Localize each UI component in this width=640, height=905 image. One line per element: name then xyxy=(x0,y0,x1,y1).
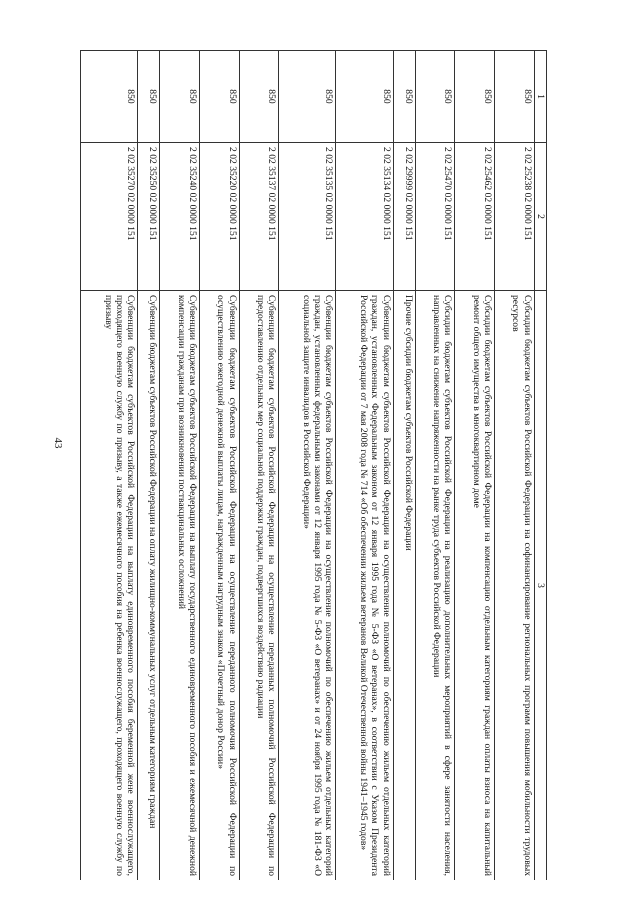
table-row xyxy=(160,51,200,881)
revenue-name-cell: Субвенции бюджетам субъектов Российской Федерации на осуществление переданного полномочия Российской Федерации по осуществлению ежегодной денежной выплаты лицам, награжденным нагрудным знаком «Почетный донор России» xyxy=(200,291,240,881)
budget-code-cell: 2 02 35250 02 0000 151 xyxy=(138,143,160,291)
budget-classification-table xyxy=(80,50,547,880)
revenue-name-cell: Субвенции бюджетам субъектов Российской Федерации на осуществление полномочий по обеспечению жильем отдельных категорий граждан, установленных Федеральным законом от 12 января 1995 года № 5-ФЗ «О ветеранах», в соответствии с Указом Президента Российской Федерации от 7 мая 2008 года № 714 «Об обеспечении жильем ветеранов Великой Отечественной войны 1941–1945 годов» xyxy=(336,291,393,881)
revenue-name-cell: Субвенции бюджетам субъектов Российской Федерации на выплату единовременного пособия беременной жене военнослужащего, проходящего военную службу по призыву, а также ежемесячного пособия на ребенка военнослужащего, проходящего военную службу по призыву xyxy=(81,291,138,881)
budget-code-cell: 2 02 35135 02 0000 151 xyxy=(279,143,336,291)
budget-code-cell: 2 02 25238 02 0000 151 xyxy=(495,143,535,291)
admin-code-cell: 850 xyxy=(239,51,279,143)
revenue-name-cell: Субвенции бюджетам субъектов Российской Федерации на оплату жилищно-коммунальных услуг отдельным категориям граждан xyxy=(138,291,160,881)
admin-code-cell: 850 xyxy=(393,51,415,143)
table-row xyxy=(495,51,535,881)
admin-code-cell: 850 xyxy=(81,51,138,143)
table-row xyxy=(81,51,138,881)
admin-code-cell: 850 xyxy=(279,51,336,143)
table-row xyxy=(239,51,279,881)
admin-code-cell: 850 xyxy=(138,51,160,143)
table-row xyxy=(138,51,160,881)
admin-code-cell: 850 xyxy=(200,51,240,143)
table-container xyxy=(80,50,547,880)
budget-code-cell: 2 02 25462 02 0000 151 xyxy=(455,143,495,291)
budget-code-cell: 2 02 35220 02 0000 151 xyxy=(200,143,240,291)
revenue-name-cell: Субсидии бюджетам субъектов Российской Федерации на реализацию дополнительных мероприятий в сфере занятости населения, направленных на снижение напряженности на рынке труда субъектов Российской Федерации xyxy=(415,291,455,881)
budget-code-cell: 2 02 29999 02 0000 151 xyxy=(393,143,415,291)
budget-code-cell: 2 02 35134 02 0000 151 xyxy=(336,143,393,291)
table-row xyxy=(279,51,336,881)
revenue-name-cell: Субвенции бюджетам субъектов Российской Федерации на осуществление полномочий по обеспечению жильем отдельных категорий граждан, установленных федеральными законами от 12 января 1995 года № 5-ФЗ «О ветеранах» и от 24 ноября 1995 года № 181-ФЗ «О социальной защите инвалидов в Российской Федерации» xyxy=(279,291,336,881)
admin-code-cell: 850 xyxy=(495,51,535,143)
revenue-name-cell: Прочие субсидии бюджетам субъектов Российской Федерации xyxy=(393,291,415,881)
admin-code-cell: 850 xyxy=(336,51,393,143)
budget-code-cell: 2 02 35270 02 0000 151 xyxy=(81,143,138,291)
revenue-name-cell: Субвенции бюджетам субъектов Российской Федерации на осуществление переданных полномочий Российской Федерации по предоставлению отдельных мер социальной поддержки граждан, подвергшихся воздействию радиации xyxy=(239,291,279,881)
revenue-name-cell: Субсидии бюджетам субъектов Российской Федерации на компенсацию отдельным категориям граждан оплаты взноса на капитальный ремонт общего имущества в многоквартирном доме xyxy=(455,291,495,881)
budget-code-cell: 2 02 35137 02 0000 151 xyxy=(239,143,279,291)
revenue-name-cell: Субвенции бюджетам субъектов Российской Федерации на выплату государственного единовременного пособия и ежемесячной денежной компенсации гражданам при возникновении поствакцинальных осложнений xyxy=(160,291,200,881)
column-header-1: 1 xyxy=(534,51,546,143)
table-row xyxy=(415,51,455,881)
column-header-3: 3 xyxy=(534,291,546,881)
revenue-name-cell: Субсидии бюджетам субъектов Российской Федерации на софинансирование региональных программ повышения мобильности трудовых ресурсов xyxy=(495,291,535,881)
admin-code-cell: 850 xyxy=(415,51,455,143)
table-row xyxy=(393,51,415,881)
budget-code-cell: 2 02 35240 02 0000 151 xyxy=(160,143,200,291)
table-header-row xyxy=(534,51,546,881)
budget-code-cell: 2 02 25470 02 0000 151 xyxy=(415,143,455,291)
table-row xyxy=(455,51,495,881)
admin-code-cell: 850 xyxy=(160,51,200,143)
column-header-2: 2 xyxy=(534,143,546,291)
admin-code-cell: 850 xyxy=(455,51,495,143)
page-number: 43 xyxy=(52,437,64,449)
table-row xyxy=(200,51,240,881)
table-row xyxy=(336,51,393,881)
